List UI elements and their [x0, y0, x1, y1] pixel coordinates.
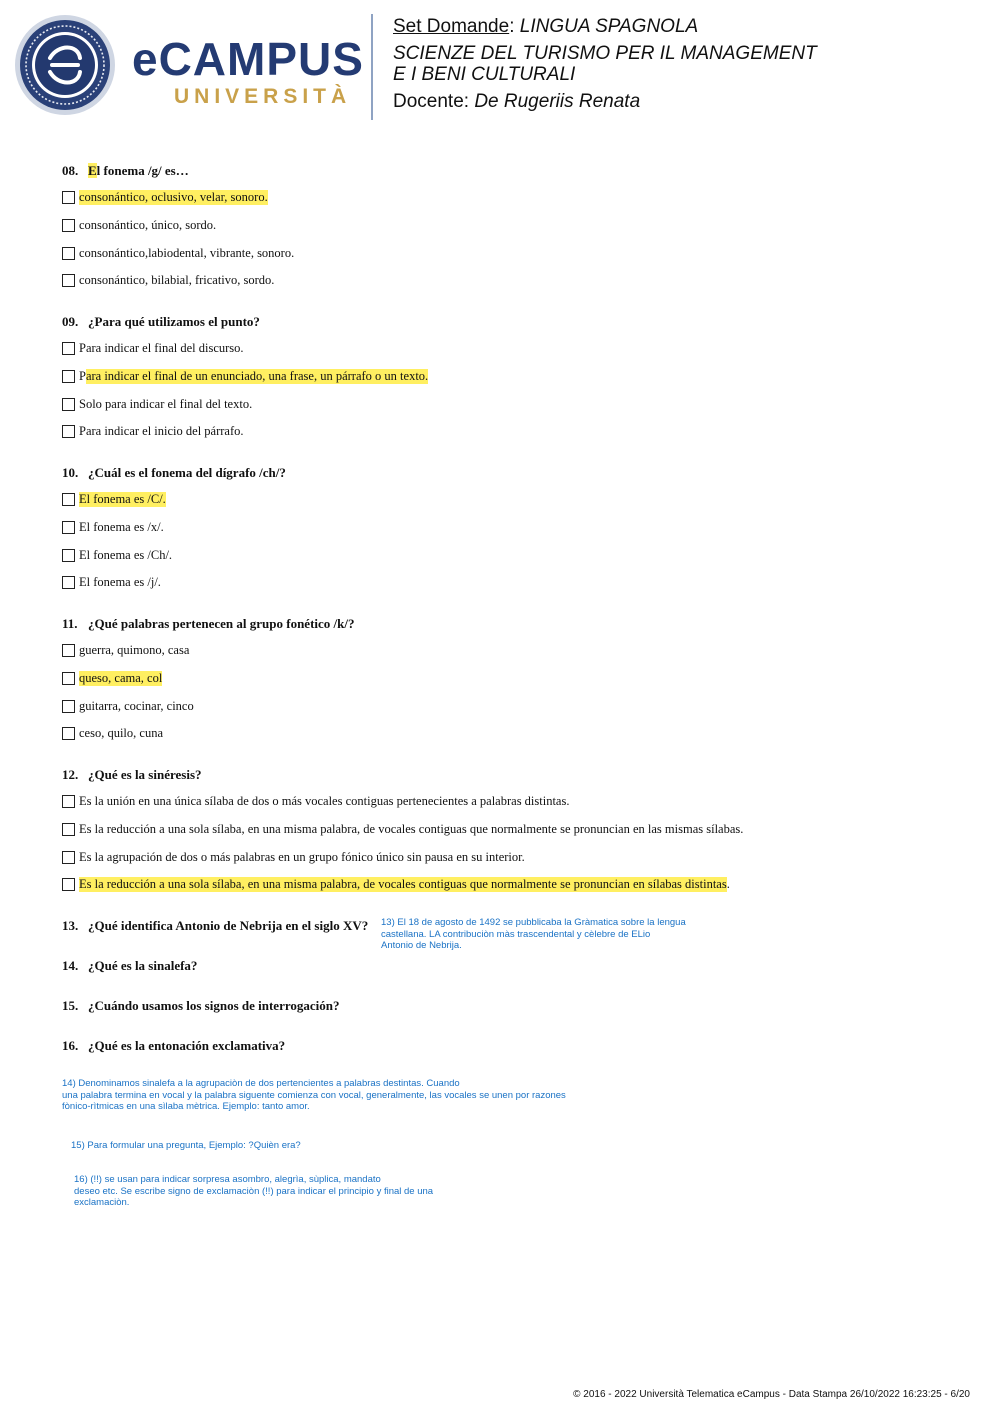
option-text: El fonema es /x/.: [79, 519, 164, 534]
question-11: [62, 616, 355, 632]
option-text: El fonema es /C/.: [79, 491, 166, 506]
option-10-d[interactable]: [62, 574, 161, 590]
checkbox[interactable]: [62, 727, 75, 740]
ecampus-seal-icon: [14, 14, 116, 116]
option-11-d[interactable]: [62, 725, 163, 741]
option-text: queso, cama, col: [79, 670, 163, 685]
option-text: Para indicar el final del discurso.: [79, 340, 244, 355]
question-number: 14.: [62, 958, 79, 973]
option-text: consonántico, único, sordo.: [79, 217, 217, 232]
question-text: ¿Qué identifica Antonio de Nebrija en el siglo XV?: [88, 918, 369, 933]
option-text: Es la unión en una única sílaba de dos o más vocales contiguas pertenecientes a palabras distintas.: [79, 793, 570, 808]
option-text: El fonema es /j/.: [79, 574, 161, 589]
answer-note-15: 15) Para formular una pregunta, Ejemplo: ?Quièn era?: [71, 1140, 301, 1151]
option-text: El fonema es /Ch/.: [79, 547, 173, 562]
set-value: LINGUA SPAGNOLA: [519, 16, 699, 37]
question-text: ¿Cuándo usamos los signos de interrogación?: [88, 998, 340, 1013]
checkbox[interactable]: [62, 576, 75, 589]
question-text: ¿Para qué utilizamos el punto?: [88, 314, 260, 329]
question-08: [62, 163, 189, 179]
checkbox[interactable]: [62, 851, 75, 864]
option-11-c[interactable]: [62, 698, 194, 714]
question-14: [62, 958, 197, 974]
checkbox[interactable]: [62, 549, 75, 562]
set-sep: :: [509, 16, 520, 37]
option-text: guitarra, cocinar, cinco: [79, 698, 194, 713]
question-09: [62, 314, 260, 330]
option-12-c[interactable]: [62, 849, 525, 865]
question-number: 08.: [62, 163, 79, 178]
checkbox[interactable]: [62, 274, 75, 287]
logo-brand: eCAMPUS: [132, 33, 364, 85]
option-text: consonántico,labiodental, vibrante, sonoro.: [79, 245, 295, 260]
option-09-b[interactable]: [62, 368, 428, 384]
question-number: 15.: [62, 998, 79, 1013]
docente-line: [393, 90, 640, 114]
question-15: [62, 998, 340, 1014]
question-number: 11.: [62, 616, 78, 631]
set-label: Set Domande: [393, 16, 510, 37]
option-text: consonántico, bilabial, fricativo, sordo.: [79, 272, 275, 287]
docente-label: Docente:: [393, 91, 475, 112]
course-line-2-text: E I BENI CULTURALI: [393, 64, 576, 85]
answer-note-13: 13) El 18 de agosto de 1492 se pubblicaba la Gràmatica sobre la lengua castellana. LA contribuciòn màs trascendental y cèlebre de ELio Antonio de Nebrija.: [381, 917, 686, 951]
course-line-1-text: SCIENZE DEL TURISMO PER IL MANAGEMENT: [393, 43, 817, 64]
page-footer: © 2016 - 2022 Università Telematica eCampus - Data Stampa 26/10/2022 16:23:25 - 6/20: [573, 1389, 970, 1400]
option-10-a[interactable]: [62, 491, 166, 507]
option-12-a[interactable]: [62, 793, 569, 809]
option-text: guerra, quimono, casa: [79, 642, 190, 657]
question-text: ¿Qué es la sinalefa?: [88, 958, 198, 973]
question-number: 16.: [62, 1038, 79, 1053]
option-prefix: P: [79, 368, 86, 383]
logo-sub: UNIVERSITÀ: [174, 85, 352, 108]
ecampus-logo: [14, 14, 364, 116]
checkbox[interactable]: [62, 700, 75, 713]
checkbox[interactable]: [62, 493, 75, 506]
option-text: Para indicar el inicio del párrafo.: [79, 423, 244, 438]
question-text: l fonema /g/ es…: [96, 163, 189, 178]
option-text: Es la reducción a una sola sílaba, en una misma palabra, de vocales contiguas que normalmente se pronuncian en sílabas distintas: [79, 876, 727, 891]
option-08-b[interactable]: [62, 217, 216, 233]
option-09-c[interactable]: [62, 396, 252, 412]
checkbox[interactable]: [62, 644, 75, 657]
option-11-b[interactable]: [62, 670, 162, 686]
checkbox[interactable]: [62, 425, 75, 438]
option-09-a[interactable]: [62, 340, 244, 356]
question-text: ¿Qué palabras pertenecen al grupo fonético /k/?: [88, 616, 355, 631]
set-domande-line: [393, 15, 698, 39]
question-number: 13.: [62, 918, 79, 933]
question-number: 09.: [62, 314, 79, 329]
option-10-b[interactable]: [62, 519, 164, 535]
option-08-a[interactable]: [62, 189, 268, 205]
course-line-2: [393, 63, 575, 87]
question-number: 10.: [62, 465, 79, 480]
checkbox[interactable]: [62, 370, 75, 383]
question-text: ¿Qué es la entonación exclamativa?: [88, 1038, 286, 1053]
question-number: 12.: [62, 767, 79, 782]
question-12: [62, 767, 202, 783]
checkbox[interactable]: [62, 398, 75, 411]
option-text: ara indicar el final de un enunciado, una frase, un párrafo o un texto.: [85, 368, 429, 383]
option-09-d[interactable]: [62, 423, 244, 439]
checkbox[interactable]: [62, 191, 75, 204]
docente-value: De Rugeriis Renata: [474, 91, 641, 112]
option-10-c[interactable]: [62, 547, 172, 563]
answer-note-14: 14) Denominamos sinalefa a la agrupaciòn de dos pertencientes a palabras destintas. Cuando una palabra termina en vocal y la palabra siguente comienza con vocal, generalmente, las vocales se unen por razones fònico-rìtmicas en una sìlaba mètrica. Ejemplo: tanto amor.: [62, 1078, 566, 1112]
option-text: consonántico, oclusivo, velar, sonoro.: [79, 189, 268, 204]
option-text: Es la reducción a una sola sílaba, en una misma palabra, de vocales contiguas que normalmente se pronuncian en las mismas sílabas.: [79, 821, 744, 836]
question-16: [62, 1038, 285, 1054]
checkbox[interactable]: [62, 247, 75, 260]
option-08-d[interactable]: [62, 272, 274, 288]
question-first-letter: E: [88, 163, 97, 178]
checkbox[interactable]: [62, 823, 75, 836]
question-10: [62, 465, 286, 481]
header-divider: [371, 14, 373, 120]
checkbox[interactable]: [62, 521, 75, 534]
checkbox[interactable]: [62, 878, 75, 891]
checkbox[interactable]: [62, 795, 75, 808]
option-12-b[interactable]: [62, 821, 743, 837]
question-text: ¿Qué es la sinéresis?: [88, 767, 202, 782]
option-11-a[interactable]: [62, 642, 189, 658]
option-08-c[interactable]: [62, 245, 294, 261]
option-12-d[interactable]: [62, 876, 730, 892]
answer-note-16: 16) (!!) se usan para indicar sorpresa asombro, alegrìa, sùplica, mandato deseo etc. Se escribe signo de exclamaciòn (!!) para indicar el principio y final de una exclamaciòn.: [74, 1174, 434, 1208]
option-suffix: .: [726, 876, 730, 891]
question-13: [62, 918, 368, 934]
question-text: ¿Cuál es el fonema del dígrafo /ch/?: [88, 465, 286, 480]
option-text: Solo para indicar el final del texto.: [79, 396, 253, 411]
checkbox[interactable]: [62, 219, 75, 232]
checkbox[interactable]: [62, 672, 75, 685]
option-text: Es la agrupación de dos o más palabras en un grupo fónico único sin pausa en su interior.: [79, 849, 525, 864]
option-text: ceso, quilo, cuna: [79, 725, 164, 740]
checkbox[interactable]: [62, 342, 75, 355]
